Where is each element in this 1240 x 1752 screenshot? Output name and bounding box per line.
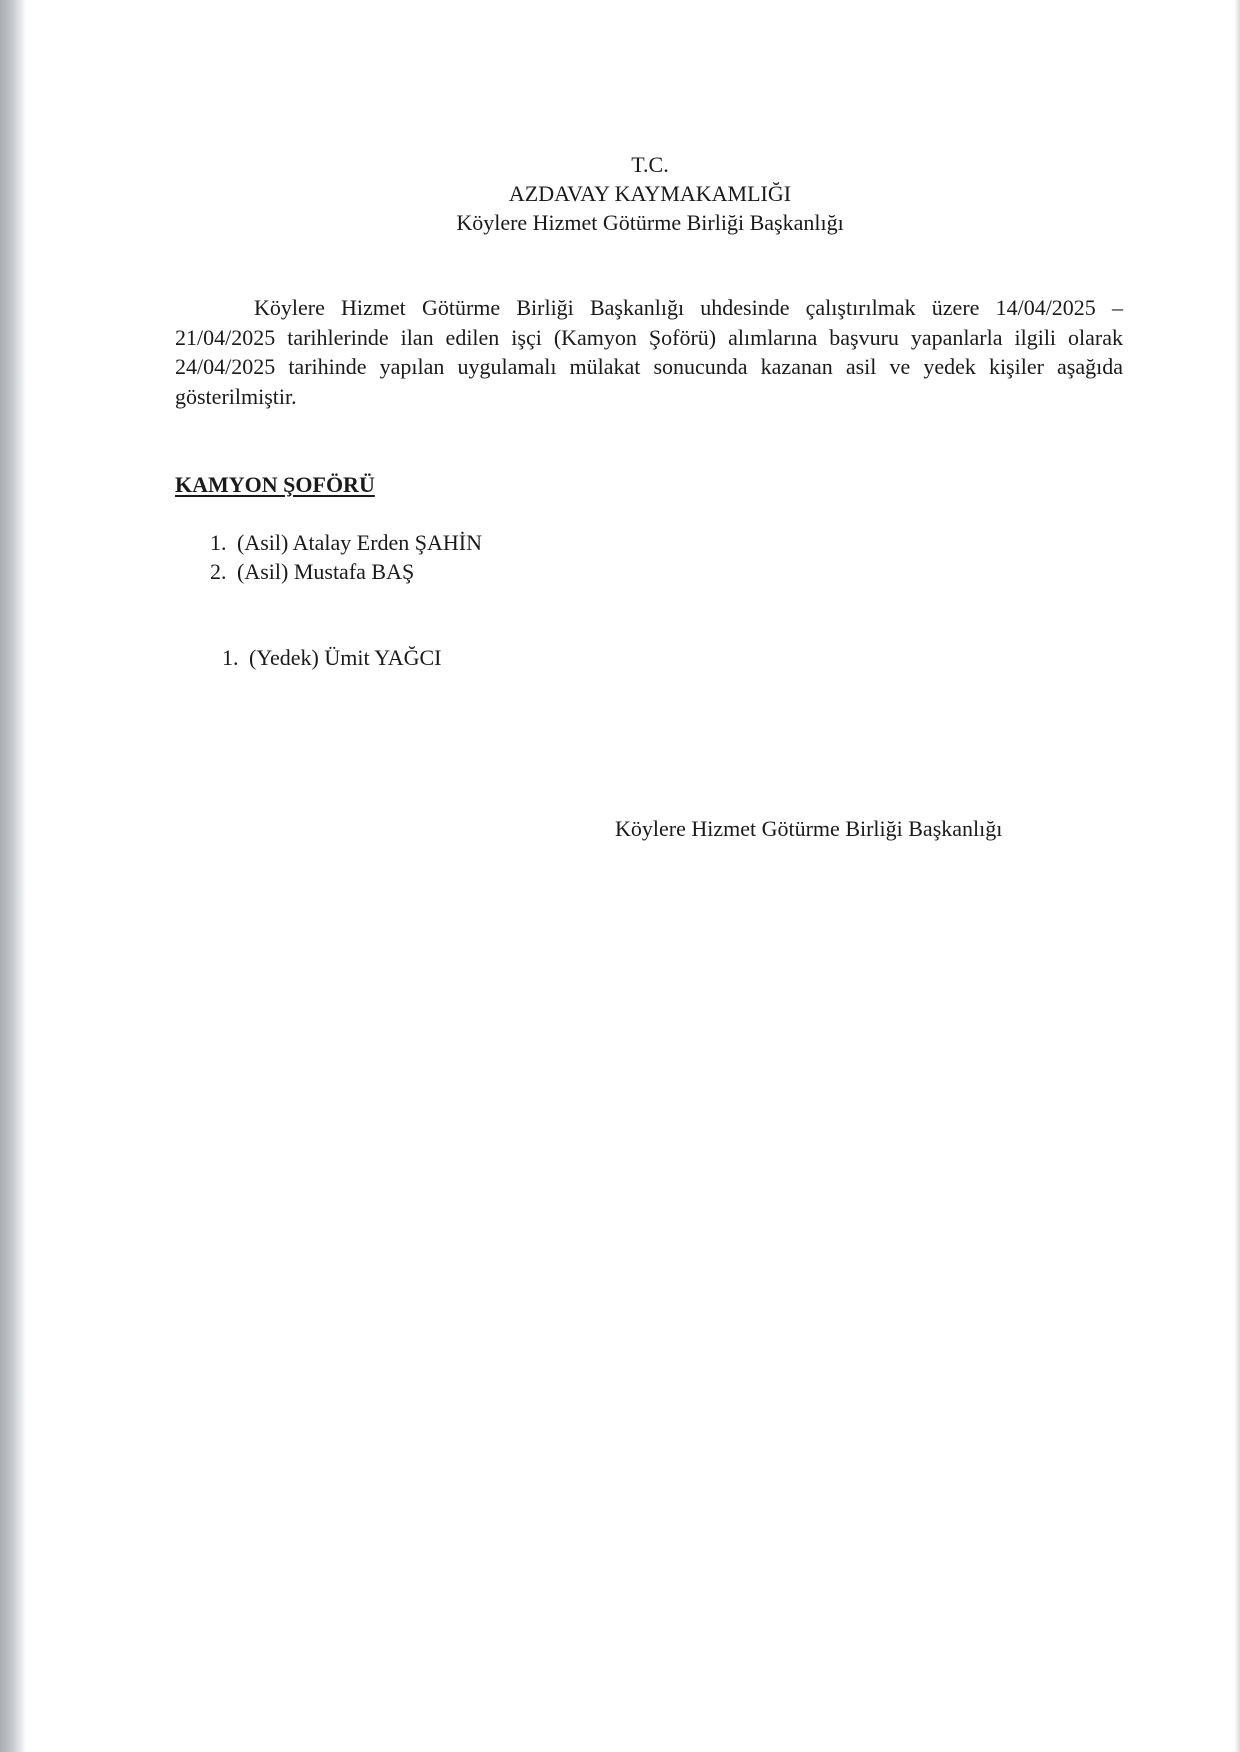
document-header <box>300 150 1000 237</box>
list-item-number: 1. <box>210 530 227 555</box>
list-item-number: 1. <box>222 645 239 670</box>
list-item <box>210 557 482 586</box>
header-kaymakamlik: AZDAVAY KAYMAKAMLIĞI <box>508 181 792 206</box>
header-birlik: Köylere Hizmet Götürme Birliği Başkanlığı <box>456 210 844 235</box>
announcement-paragraph: Köylere Hizmet Götürme Birliği Başkanlığı uhdesinde çalıştırılmak üzere 14/04/2025 – 21/04/2025 tarihlerinde ilan edilen işçi (Kamyon Şoförü) alımlarına başvuru yapanlarla ilgili olarak 24/04/2025 tarihinde yapılan uygulamalı mülakat sonucunda kazanan asil ve yedek kişiler aşağıda gösterilmiştir. <box>175 295 1123 409</box>
section-title: KAMYON ŞOFÖRÜ <box>175 472 375 497</box>
header-tc: T.C. <box>631 152 669 177</box>
list-item <box>222 643 442 672</box>
signature-block: Köylere Hizmet Götürme Birliği Başkanlığı <box>615 816 1003 841</box>
yedek-list <box>222 643 442 672</box>
list-item-text: (Asil) Atalay Erden ŞAHİN <box>237 530 483 555</box>
list-item-number: 2. <box>210 559 227 584</box>
scan-edge-left <box>0 0 26 1752</box>
list-item <box>210 528 482 557</box>
scan-edge-right <box>1234 0 1240 1752</box>
asil-list <box>210 528 482 586</box>
list-item-text: (Asil) Mustafa BAŞ <box>237 559 415 584</box>
list-item-text: (Yedek) Ümit YAĞCI <box>249 645 442 670</box>
